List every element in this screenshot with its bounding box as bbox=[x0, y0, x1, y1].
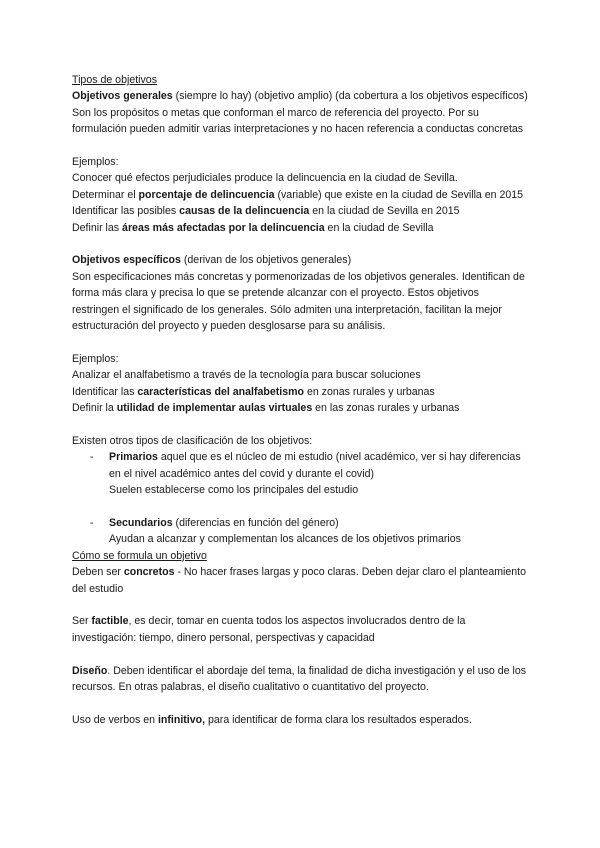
primarios-extra: Suelen establecerse como los principales del estudio bbox=[109, 484, 359, 497]
example-line: Analizar el analfabetismo a través de la tecnología para buscar soluciones bbox=[72, 369, 421, 382]
objetivos-especificos-title: Objetivos específicos (derivan de los objetivos generales) bbox=[72, 254, 352, 267]
spacer bbox=[72, 416, 528, 432]
spacer bbox=[72, 646, 528, 662]
section-heading-formula: Cómo se formula un objetivo bbox=[72, 549, 207, 562]
dash-bullet: - bbox=[90, 516, 94, 529]
example-line: Definir la utilidad de implementar aulas virtuales en las zonas rurales y urbanas bbox=[72, 402, 460, 415]
example-line: Identificar las posibles causas de la delincuencia en la ciudad de Sevilla en 2015 bbox=[72, 205, 460, 218]
list-item-secundarios: - Secundarios (diferencias en función del género) Ayudan a alcanzar y complementan los alcances de los objetivos primarios bbox=[90, 516, 461, 546]
spacer bbox=[72, 138, 528, 154]
spacer bbox=[72, 695, 528, 711]
section-heading-tipos: Tipos de objetivos bbox=[72, 74, 157, 86]
document-page bbox=[72, 72, 528, 728]
ejemplos-label: Ejemplos: bbox=[72, 156, 119, 169]
objetivos-generales-title: Objetivos generales (siempre lo hay) (objetivo amplio) (da cobertura a los objetivos específicos) bbox=[72, 90, 528, 103]
secundarios-extra: Ayudan a alcanzar y complementan los alcances de los objetivos primarios bbox=[109, 533, 461, 546]
formula-infinitivo: Uso de verbos en infinitivo, para identificar de forma clara los resultados esperados. bbox=[72, 713, 472, 726]
list-item-primarios: - Primarios aquel que es el núcleo de mi estudio (nivel académico, ver si hay diferencias en el nivel académico antes del covid y durante el covid) Suelen establecerse como los principales del estudio bbox=[90, 451, 521, 497]
dash-bullet: - bbox=[90, 451, 94, 464]
example-line: Definir las áreas más afectadas por la delincuencia en la ciudad de Sevilla bbox=[72, 221, 434, 234]
formula-concretos: Deben ser concretos - No hacer frases largas y poco claras. Deben dejar claro el planteamiento del estudio bbox=[72, 566, 527, 595]
spacer bbox=[72, 597, 528, 613]
example-line: Conocer qué efectos perjudiciales produce la delincuencia en la ciudad de Sevilla. bbox=[72, 172, 458, 185]
classification-list bbox=[72, 449, 528, 547]
objetivos-generales-desc: Son los propósitos o metas que conforman el marco de referencia del proyecto. Por su formulación pueden admitir varias interpretaciones y no hacen referencia a conductas concretas bbox=[72, 106, 524, 136]
spacer bbox=[72, 499, 528, 515]
spacer bbox=[72, 334, 528, 350]
ejemplos-label: Ejemplos: bbox=[72, 352, 119, 365]
example-line: Determinar el porcentaje de delincuencia (variable) que existe en la ciudad de Sevilla en 2015 bbox=[72, 188, 524, 201]
example-line: Identificar las características del analfabetismo en zonas rurales y urbanas bbox=[72, 385, 435, 398]
spacer bbox=[72, 236, 528, 252]
formula-factible: Ser factible, es decir, tomar en cuenta todos los aspectos involucrados dentro de la investigación: tiempo, dinero personal, perspectivas y capacidad bbox=[72, 615, 466, 644]
objetivos-especificos-desc: Son especificaciones más concretas y pormenorizadas de los objetivos generales. Identifican de forma más clara y precisa lo que se pretende alcanzar con el proyecto. Estos objetivos restringen el significado de los generales. Sólo admiten una interpretación, facilitan la mejor estructuración del proyecto y pueden desglosarse para su análisis. bbox=[72, 270, 525, 333]
otros-tipos-intro: Existen otros tipos de clasificación de los objetivos: bbox=[72, 434, 313, 447]
formula-diseno: Diseño. Deben identificar el abordaje del tema, la finalidad de dicha investigación y el uso de los recursos. En otras palabras, el diseño cualitativo o cuantitativo del proyecto. bbox=[72, 664, 527, 693]
